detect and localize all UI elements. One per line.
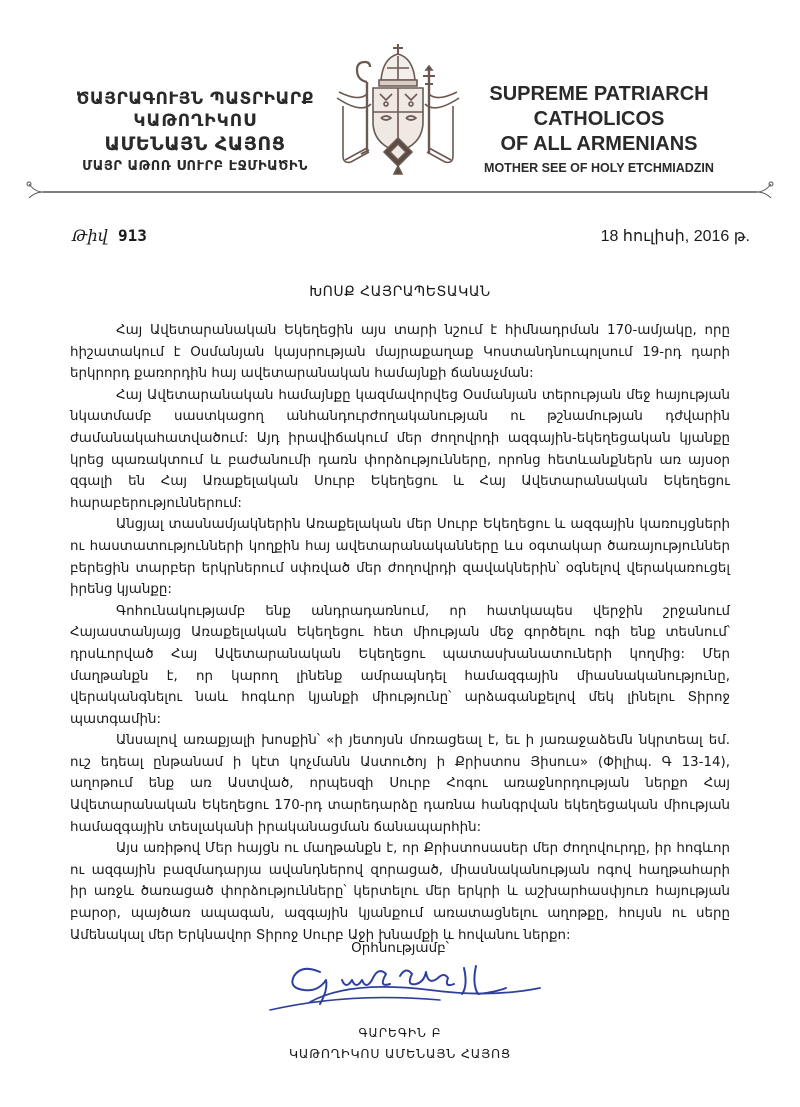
letterhead-armenian-line-2: ԿԱԹՈՂԻԿՈՍ bbox=[133, 111, 257, 131]
signer-title: ԿԱԹՈՂԻԿՈՍ ԱՄԵՆԱՅՆ ՀԱՅՈՑ bbox=[288, 1046, 512, 1061]
signer-name: ԳԱՐԵԳԻՆ Բ bbox=[358, 1026, 442, 1040]
document-date: 18 հուլիսի, 2016 թ. bbox=[600, 228, 750, 245]
reference-label: Թիվ bbox=[72, 226, 108, 245]
letterhead-armenian-line-1: ԾԱՅՐԱԳՈՒՅՆ ՊԱՏՐԻԱՐՔ bbox=[76, 89, 314, 109]
closing-blessing: Օրհնությամբ՝ bbox=[351, 940, 449, 956]
letterhead-armenian bbox=[60, 88, 330, 176]
paragraph-1: Հայ Ավետարանական Եկեղեցին այս տարի նշում է հիմնադրման 170-ամյակը, որը հիշատակում է Օսմանյան կայսրության մայրաքաղաք Կոստանդնուպոլսում 19-րդ դարի երկրորդ քառորդին հայ ավետարանական համայնքի ճանաչման: bbox=[70, 323, 730, 382]
reference-number: 913 bbox=[118, 226, 147, 245]
letter-body bbox=[70, 320, 730, 946]
paragraph-5: Անսալով առաքյալի խոսքին՝ «ի յետոյսն մոռացեալ է, եւ ի յառաջաձեմն նկրտեալ եմ. ուշ եդեալ ընթանամ ի կէտ կոչմանն Աստուծոյ ի Քրիստոս Յիսուս» (Փիլիպ. Գ 13-14), աղոթում ենք առ Աստված, որպեսզի Սուրբ Հոգու առաջնորդության ներքո Հայ Ավետարանական Եկեղեցու 170-րդ տարեդարձը դառնա հանգրվան եկեղեցական միության համազգային տեսլականի իրականացման ճանապարհին: bbox=[70, 733, 730, 835]
letterhead-english-line-1: SUPREME PATRIARCH bbox=[489, 83, 709, 105]
handwritten-signature-icon bbox=[250, 958, 550, 1020]
letterhead-english-line-3: OF ALL ARMENIANS bbox=[500, 133, 698, 155]
paragraph-2: Հայ Ավետարանական համայնքը կազմավորվեց Օսմանյան տերության մեջ հայության նկատմամբ սաստկացող անհանդուրժողականության ու թշնամության դժվարին ժամանակահատվածում: Այդ իրավիճակում մեր ժողովրդի ազգային-եկեղեցական կյանքը կրեց պառակտում և բաժանումի դառն փորձությունները, որոնց հետևանքներն առ այսօր զգալի են Հայ Առաքելական Սուրբ Եկեղեցու և Հայ Ավետարանական Եկեղեցու հարաբերություններում: bbox=[70, 387, 730, 511]
reference-line bbox=[60, 226, 750, 250]
letterhead-english-line-4: MOTHER SEE OF HOLY ETCHMIADZIN bbox=[484, 161, 714, 175]
letterhead-english bbox=[454, 82, 744, 177]
paragraph-3: Անցյալ տասնամյակներին Առաքելական մեր Սուրբ Եկեղեցու և ազգային կառույցների ու հաստատությունների կողքին հայ ավետարանականները ևս օգտակար ծառայություններ բերեցին տարբեր երկրներում սփռված մեր ժողովրդի զավակներին՝ օգնելով վերակառուցել իրենց կյանքը: bbox=[70, 517, 730, 598]
paragraph-6: Այս առիթով Մեր հայցն ու մաղթանքն է, որ Քրիստոսասեր մեր ժողովուրդը, իր հոգևոր ու ազգային բազմադարյա ավանդներով զորացած, միասնականության ոգով հաղթահարի իր առջև ծառացած փորձությունները՝ կերտելու մեր երկրի և աշխարհասփյուռ հայության բարօր, պայծառ ապագան, ազգային կյանքում առատացնելու աղոթքը, հույսն ու սերը Ամենակալ մեր Երկնավոր Տիրոջ Սուրբ Աջի խնամքի և հովանու ներքո: bbox=[70, 841, 730, 943]
letterhead-armenian-line-4: ՄԱՅՐ ԱԹՈՌ ՍՈՒՐԲ ԷՋՄԻԱԾԻՆ bbox=[82, 159, 308, 174]
catholicos-coat-of-arms-icon bbox=[333, 42, 463, 180]
paragraph-4: Գոհունակությամբ ենք անդրադառնում, որ հատկապես վերջին շրջանում Հայաստանյայց Առաքելական Եկեղեցու հետ միության մեջ գործելու ոգի ենք տեսնում՝ դրսևորված Հայ Ավետարանական Եկեղեցու պատասխանատուների կողմից: Մեր մաղթանքն է, որ կարող լինենք ամրապնդել համազգային միասնականությունը, վերականգնելու նաև հոգևոր կյանքի միությունը՝ արձագանքելով մեկ լինելու Տիրոջ պատգամին: bbox=[70, 603, 730, 727]
ornament-divider-icon bbox=[25, 180, 775, 202]
letterhead-english-line-2: CATHOLICOS bbox=[533, 108, 665, 130]
document-title: ԽՈՍՔ ՀԱՅՐԱՊԵՏԱԿԱՆ bbox=[309, 284, 491, 300]
letterhead-armenian-line-3: ԱՄԵՆԱՅՆ ՀԱՅՈՑ bbox=[104, 133, 286, 155]
